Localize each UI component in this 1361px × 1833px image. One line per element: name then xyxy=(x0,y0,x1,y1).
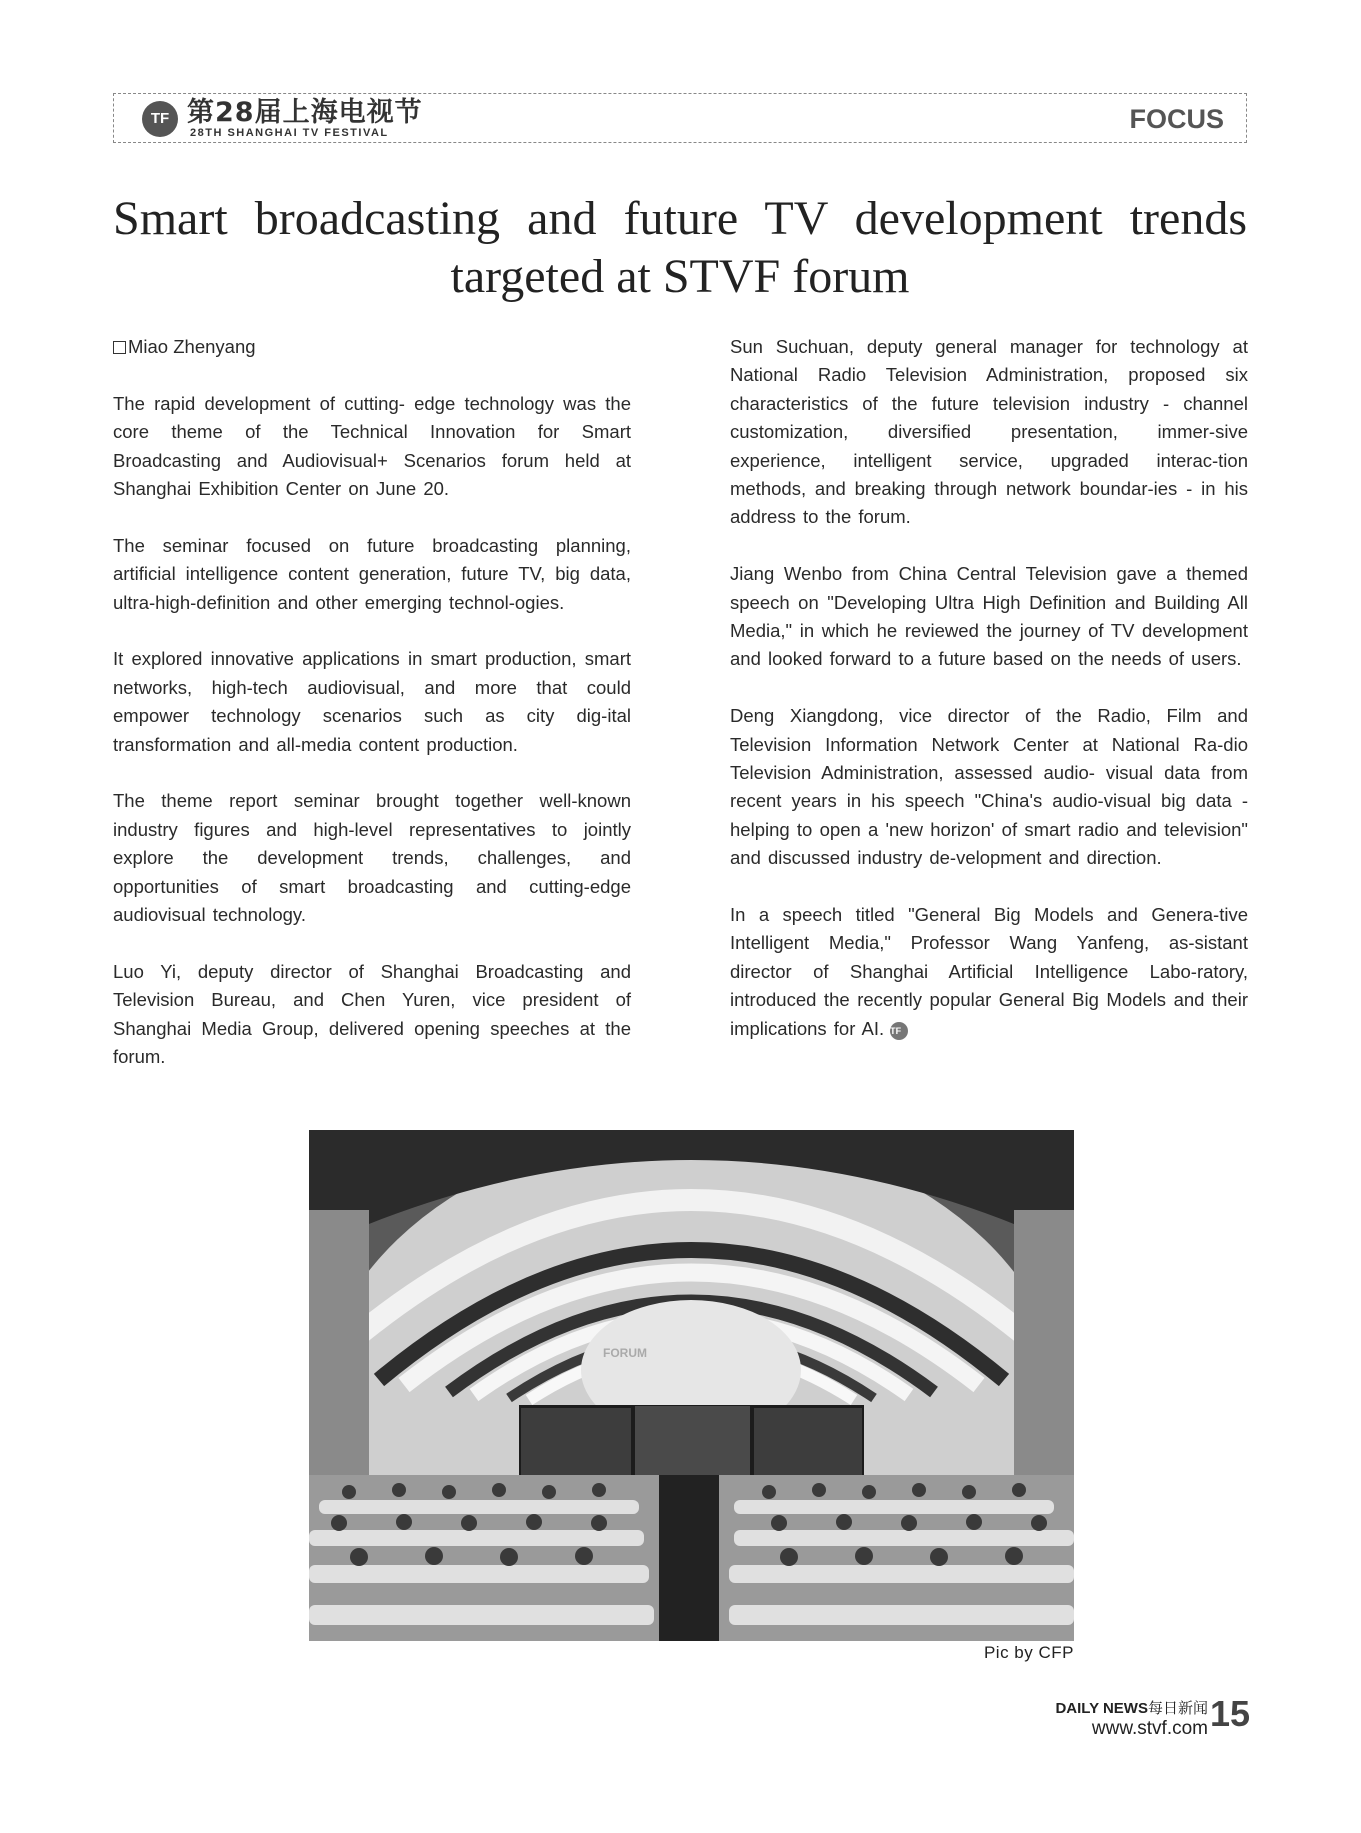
footer-brand xyxy=(1000,1697,1208,1718)
paragraph: Luo Yi, deputy director of Shanghai Broadcasting and Television Bureau, and Chen Yuren, vice president of Shanghai Media Group, delivered opening speeches at the forum. xyxy=(113,960,631,1068)
paragraph: Sun Suchuan, deputy general manager for technology at National Radio Television Administration, proposed six characteristics of the future television industry - channel customization, diversified presentation, immer-sive experience, intelligent service, upgraded interac-tion methods, and breaking through network boundar-ies - in his address to the forum. xyxy=(730,336,1248,528)
paragraph-last xyxy=(730,901,1248,1043)
photo-screen-text: FORUM xyxy=(603,1346,647,1360)
forum-photo xyxy=(309,1130,1074,1641)
festival-name-english: 28TH SHANGHAI TV FESTIVAL xyxy=(190,127,389,139)
section-label: FOCUS xyxy=(1129,104,1224,134)
festival-logo-icon: TF xyxy=(142,101,178,137)
forum-hall-photo-illustration xyxy=(309,1130,1074,1641)
paragraph: Deng Xiangdong, vice director of the Radio, Film and Television Information Network Center at National Ra-dio Television Administration, assessed audio- visual data from recent years in his speech "China's audio-visual big data - helping to open a 'new horizon' of smart radio and television" and discussed industry de-velopment and direction. xyxy=(730,705,1248,869)
paragraph: The theme report seminar brought together well-known industry figures and high-level representatives to jointly explore the development trends, challenges, and opportunities of smart broadcasting and cutting-edge audiovisual technology. xyxy=(113,790,631,926)
right-column xyxy=(730,333,1248,1072)
byline xyxy=(113,333,631,361)
page-number: 15 xyxy=(1210,1693,1251,1734)
article-title-line-2: targeted at STVF forum xyxy=(450,250,910,303)
end-mark-icon: TF xyxy=(890,1022,908,1040)
paragraph: Jiang Wenbo from China Central Television gave a themed speech on "Developing Ultra High Definition and Building All Media," in which he reviewed the journey of TV development and looked forward to a future based on the needs of users. xyxy=(730,563,1248,670)
article-title-line-1: Smart broadcasting and future TV development trends xyxy=(113,192,1247,245)
paragraph: The rapid development of cutting- edge technology was the core theme of the Technical Innovation for Smart Broadcasting and Audiovisual+ Scenarios forum held at Shanghai Exhibition Center on June 20. xyxy=(113,392,631,500)
paragraph: The seminar focused on future broadcasting planning, artificial intelligence content generation, future TV, big data, ultra-high-definition and other emerging technol-ogies. xyxy=(113,534,631,613)
byline-author: Miao Zhenyang xyxy=(128,336,256,357)
article-title xyxy=(113,190,1247,306)
byline-box-icon xyxy=(113,341,126,354)
footer-brand-en: DAILY NEWS xyxy=(1055,1700,1148,1717)
photo-credit: Pic by CFP xyxy=(983,1643,1074,1662)
paragraph: It explored innovative applications in smart production, smart networks, high-tech audiovisual, and more that could empower technology scenarios such as city dig-ital transformation and all-media content production. xyxy=(113,648,631,755)
paragraph-text: In a speech titled "General Big Models and Genera-tive Intelligent Media," Professor Wang Yanfeng, as-sistant director of Shanghai Artificial Intelligence Labo-ratory, introduced the recently popular General Big Models and their implications for AI. xyxy=(730,904,1248,1039)
footer-url: www.stvf.com xyxy=(1091,1718,1208,1739)
left-column xyxy=(113,333,631,1100)
page-header xyxy=(113,93,1247,143)
festival-name-chinese: 第28届上海电视节 xyxy=(187,97,423,128)
footer-brand-cn: 每日新闻 xyxy=(1147,1699,1208,1717)
